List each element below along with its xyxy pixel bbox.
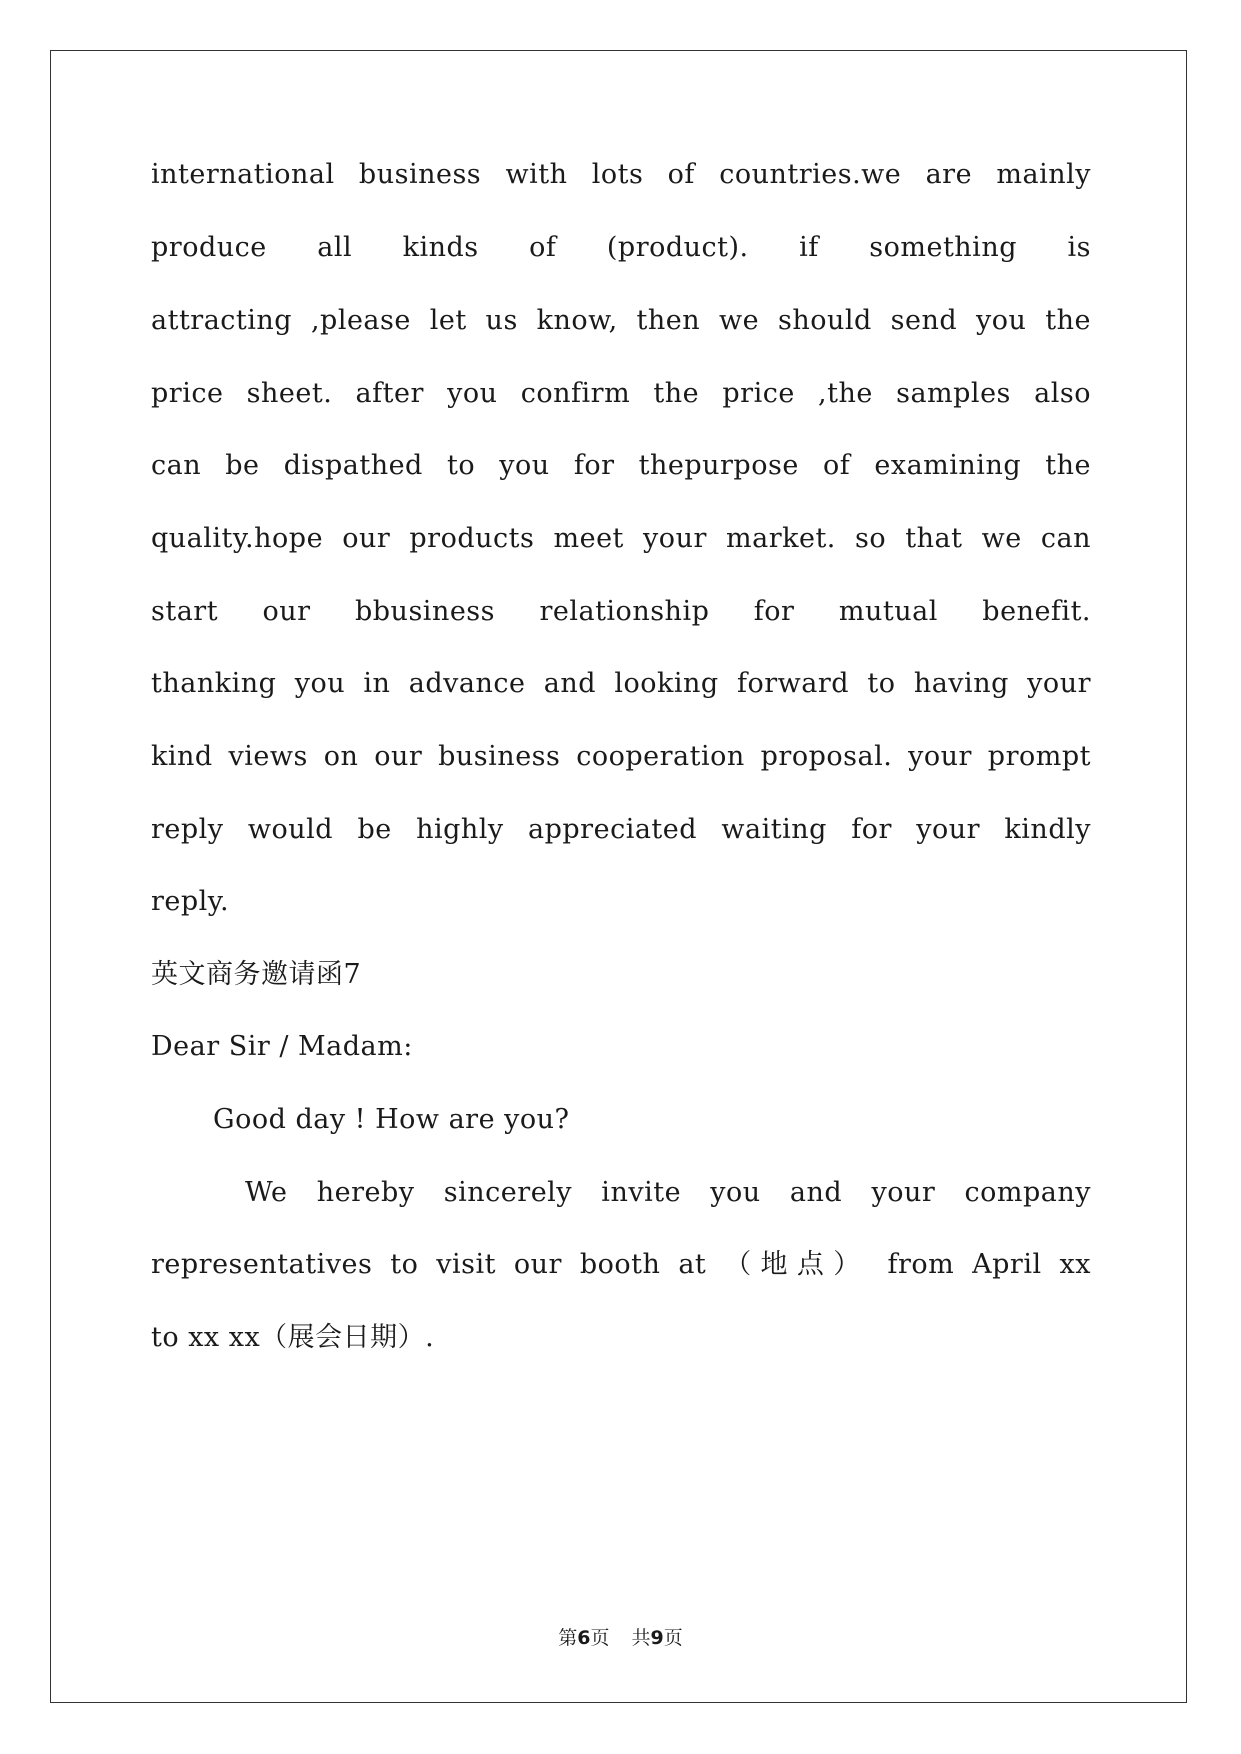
footer-page-number: 6 (577, 1627, 591, 1649)
body-line: reply. (151, 886, 230, 917)
salutation: Dear Sir / Madam: (151, 1031, 413, 1062)
footer-total-prefix: 共 (631, 1627, 651, 1649)
footer-prefix: 第 (558, 1627, 578, 1649)
body-line: attracting ,please let us know, then we should send you the (151, 305, 1091, 336)
footer-total-pages: 9 (650, 1627, 664, 1649)
body-line: quality.hope our products meet your market. so that we can (151, 523, 1091, 554)
page-footer (0, 1626, 1241, 1650)
footer-page-unit: 页 (590, 1627, 610, 1649)
invite-line: representatives to visit our booth at （地点） from April xx (151, 1249, 1091, 1280)
body-line: thanking you in advance and looking forward to having your (151, 668, 1091, 699)
section-title: 英文商务邀请函7 (151, 959, 362, 990)
greeting: Good day ! How are you? (213, 1104, 570, 1135)
body-line: international business with lots of countries.we are mainly (151, 159, 1091, 190)
invite-line: to xx xx（展会日期）. (151, 1322, 435, 1353)
footer-total-unit: 页 (663, 1627, 683, 1649)
body-line: can be dispathed to you for thepurpose of examining the (151, 450, 1091, 481)
page-border (50, 50, 1187, 1703)
body-line: produce all kinds of (product). if something is (151, 232, 1091, 263)
body-line: price sheet. after you confirm the price ,the samples also (151, 378, 1091, 409)
body-line: reply would be highly appreciated waiting for your kindly (151, 814, 1091, 845)
invite-line: We hereby sincerely invite you and your company (245, 1177, 1091, 1208)
body-line: start our bbusiness relationship for mutual benefit. (151, 596, 1091, 627)
body-line: kind views on our business cooperation proposal. your prompt (151, 741, 1091, 772)
